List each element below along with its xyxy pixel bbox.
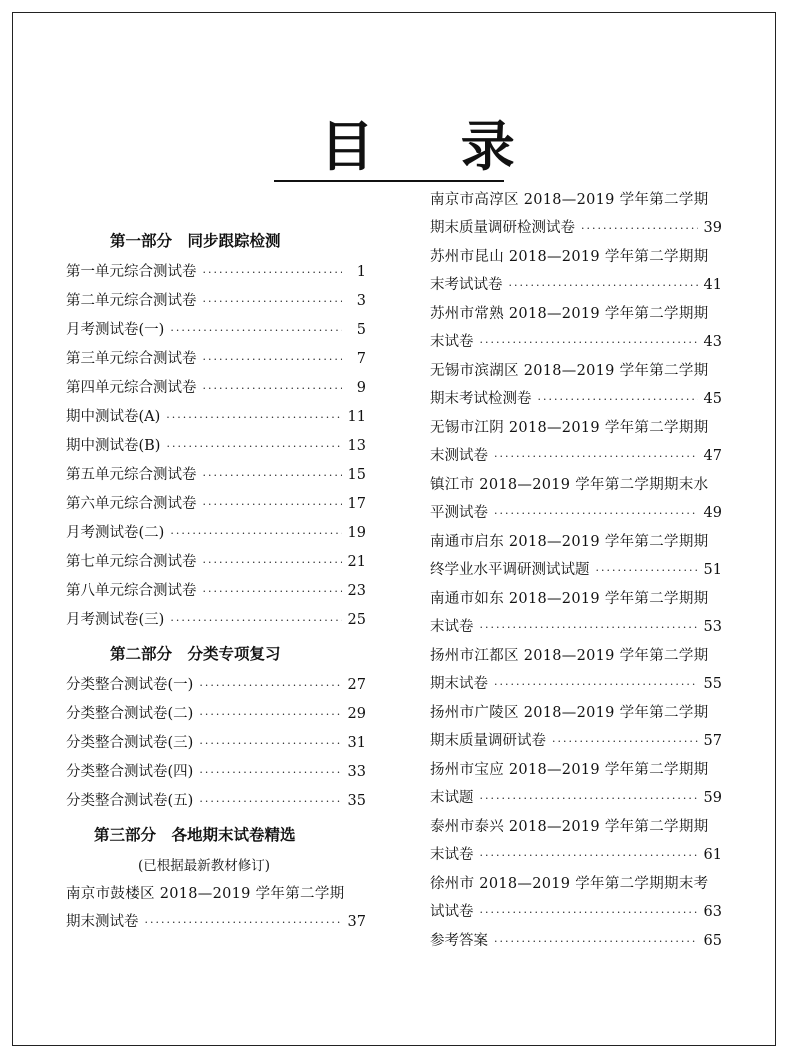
toc-entry[interactable] xyxy=(66,432,366,461)
toc-entry[interactable] xyxy=(430,585,722,642)
toc-entry-continuation[interactable] xyxy=(430,613,722,642)
dot-leader xyxy=(145,908,342,937)
toc-entry-page: 33 xyxy=(347,764,366,780)
toc-entry-label: 第四单元综合测试卷 xyxy=(66,380,197,396)
dot-leader xyxy=(199,787,341,816)
toc-entry-title: 苏州市常熟 2018—2019 学年第二学期期 xyxy=(430,306,709,322)
toc-entry-continuation[interactable] xyxy=(66,908,366,937)
toc-entry-title: 扬州市广陵区 2018—2019 学年第二学期 xyxy=(430,705,709,721)
toc-entry-label: 末试卷 xyxy=(430,334,474,350)
dot-leader xyxy=(203,577,342,606)
dot-leader xyxy=(170,606,341,635)
toc-entry-label: 第五单元综合测试卷 xyxy=(66,467,197,483)
dot-leader xyxy=(480,613,698,642)
toc-entry[interactable] xyxy=(66,880,366,937)
dot-leader xyxy=(494,927,698,956)
toc-entry-label: 第二单元综合测试卷 xyxy=(66,293,197,309)
toc-entry-label: 分类整合测试卷(二) xyxy=(66,706,194,722)
dot-leader xyxy=(203,490,342,519)
toc-entry-title: 南通市如东 2018—2019 学年第二学期期 xyxy=(430,591,709,607)
toc-entry[interactable] xyxy=(66,729,366,758)
toc-entry-title: 南京市高淳区 2018—2019 学年第二学期 xyxy=(430,192,709,208)
toc-entry-page: 59 xyxy=(703,790,722,806)
toc-entry-page: 57 xyxy=(703,733,722,749)
toc-entry-page: 3 xyxy=(356,293,366,309)
toc-entry-title: 南京市鼓楼区 2018—2019 学年第二学期 xyxy=(66,886,345,902)
toc-entry-page: 37 xyxy=(347,914,366,930)
toc-entry-title: 南通市启东 2018—2019 学年第二学期期 xyxy=(430,534,709,550)
toc-entry[interactable] xyxy=(430,642,722,699)
dot-leader xyxy=(199,758,341,787)
dot-leader xyxy=(480,898,698,927)
toc-entry-label: 末试题 xyxy=(430,790,474,806)
toc-entry-title: 苏州市昆山 2018—2019 学年第二学期期 xyxy=(430,249,709,265)
toc-entry[interactable] xyxy=(66,461,366,490)
toc-entry[interactable] xyxy=(66,787,366,816)
toc-entry-label: 第七单元综合测试卷 xyxy=(66,554,197,570)
toc-entry-continuation[interactable] xyxy=(430,841,722,870)
toc-entry[interactable] xyxy=(66,548,366,577)
toc-entry-label: 分类整合测试卷(四) xyxy=(66,764,194,780)
toc-entry-page: 1 xyxy=(356,264,366,280)
toc-entry-continuation[interactable] xyxy=(430,271,722,300)
toc-entry-label: 期末质量调研试卷 xyxy=(430,733,546,749)
toc-entry[interactable] xyxy=(430,357,722,414)
toc-entry-continuation[interactable] xyxy=(430,556,722,585)
dot-leader xyxy=(494,670,698,699)
dot-leader xyxy=(170,519,341,548)
toc-entry-page: 15 xyxy=(347,467,366,483)
toc-entry-page: 35 xyxy=(347,793,366,809)
toc-entry-continuation[interactable] xyxy=(430,214,722,243)
toc-entry-page: 63 xyxy=(703,904,722,920)
toc-entry-page: 41 xyxy=(703,277,722,293)
toc-entry-continuation[interactable] xyxy=(430,499,722,528)
toc-entry-label: 期末测试卷 xyxy=(66,914,139,930)
toc-entry-page: 49 xyxy=(703,505,722,521)
toc-entry-label: 末考试试卷 xyxy=(430,277,503,293)
toc-entry-page: 29 xyxy=(347,706,366,722)
toc-entry-title: 泰州市泰兴 2018—2019 学年第二学期期 xyxy=(430,819,709,835)
toc-entry-label: 月考测试卷(三) xyxy=(66,612,165,628)
dot-leader xyxy=(552,727,698,756)
part3-left-list xyxy=(66,880,366,937)
toc-entry[interactable] xyxy=(430,186,722,243)
toc-entry-continuation[interactable] xyxy=(430,328,722,357)
toc-entry[interactable] xyxy=(430,414,722,471)
toc-entry[interactable] xyxy=(430,471,722,528)
toc-entry[interactable] xyxy=(66,758,366,787)
dot-leader xyxy=(494,442,698,471)
dot-leader xyxy=(480,841,698,870)
toc-entry-page: 45 xyxy=(703,391,722,407)
toc-entry-label: 第六单元综合测试卷 xyxy=(66,496,197,512)
toc-entry-title: 徐州市 2018—2019 学年第二学期期末考 xyxy=(430,876,709,892)
dot-leader xyxy=(199,700,341,729)
toc-entry-page: 19 xyxy=(347,525,366,541)
dot-leader xyxy=(199,671,341,700)
toc-entry-page: 43 xyxy=(703,334,722,350)
part1-heading: 第一部分 同步跟踪检测 xyxy=(110,232,281,250)
toc-entry[interactable] xyxy=(430,756,722,813)
toc-entry-label: 期中测试卷(A) xyxy=(66,409,161,425)
dot-leader xyxy=(203,345,343,374)
toc-entry[interactable] xyxy=(430,300,722,357)
toc-entry-page: 47 xyxy=(703,448,722,464)
toc-entry[interactable] xyxy=(66,606,366,635)
toc-entry-title: 无锡市滨湖区 2018—2019 学年第二学期 xyxy=(430,363,709,379)
toc-entry-page: 65 xyxy=(703,933,722,949)
toc-left-column xyxy=(66,224,366,937)
dot-leader xyxy=(199,729,341,758)
toc-entry-page: 9 xyxy=(356,380,366,396)
toc-entry[interactable] xyxy=(66,258,366,287)
dot-leader xyxy=(480,784,698,813)
toc-entry[interactable] xyxy=(66,490,366,519)
dot-leader xyxy=(166,403,341,432)
part3-right-list xyxy=(430,186,722,927)
toc-entry-continuation[interactable] xyxy=(430,442,722,471)
toc-entry[interactable] xyxy=(430,528,722,585)
toc-entry-label: 第一单元综合测试卷 xyxy=(66,264,197,280)
toc-entry-page: 11 xyxy=(347,409,366,425)
toc-entry[interactable] xyxy=(66,671,366,700)
toc-entry-label: 分类整合测试卷(五) xyxy=(66,793,194,809)
toc-entry-page: 55 xyxy=(703,676,722,692)
toc-entry-page: 51 xyxy=(703,562,722,578)
part3-heading: 第三部分 各地期末试卷精选 xyxy=(94,826,296,844)
title-underline xyxy=(274,180,504,182)
toc-entry-label: 终学业水平调研测试试题 xyxy=(430,562,590,578)
part2-list xyxy=(66,671,366,816)
toc-entry-page: 17 xyxy=(347,496,366,512)
toc-entry-page: 27 xyxy=(347,677,366,693)
toc-entry[interactable] xyxy=(66,345,366,374)
toc-entry-answers[interactable] xyxy=(430,927,722,956)
toc-entry-page: 13 xyxy=(347,438,366,454)
toc-entry[interactable] xyxy=(430,243,722,300)
dot-leader xyxy=(538,385,698,414)
toc-entry[interactable] xyxy=(66,403,366,432)
toc-entry-label: 第八单元综合测试卷 xyxy=(66,583,197,599)
toc-entry-continuation[interactable] xyxy=(430,670,722,699)
toc-entry-label: 末试卷 xyxy=(430,847,474,863)
toc-entry[interactable] xyxy=(430,870,722,927)
dot-leader xyxy=(166,432,341,461)
dot-leader xyxy=(203,461,342,490)
toc-entry-continuation[interactable] xyxy=(430,898,722,927)
dot-leader xyxy=(170,316,342,345)
toc-entry-continuation[interactable] xyxy=(430,385,722,414)
toc-entry-label: 月考测试卷(一) xyxy=(66,322,165,338)
part1-list xyxy=(66,258,366,635)
toc-entry-label: 分类整合测试卷(一) xyxy=(66,677,194,693)
toc-entry-label: 末测试卷 xyxy=(430,448,488,464)
toc-entry-page: 61 xyxy=(703,847,722,863)
dot-leader xyxy=(203,374,343,403)
toc-entry[interactable] xyxy=(66,316,366,345)
page-title: 目 录 xyxy=(320,114,549,178)
dot-leader xyxy=(203,548,342,577)
toc-entry[interactable] xyxy=(430,813,722,870)
toc-entry-continuation[interactable] xyxy=(430,727,722,756)
toc-entry[interactable] xyxy=(66,287,366,316)
toc-entry-page: 23 xyxy=(347,583,366,599)
toc-entry-label: 月考测试卷(二) xyxy=(66,525,165,541)
toc-entry-title: 无锡市江阴 2018—2019 学年第二学期期 xyxy=(430,420,709,436)
dot-leader xyxy=(203,287,343,316)
toc-entry-label: 末试卷 xyxy=(430,619,474,635)
dot-leader xyxy=(480,328,698,357)
toc-entry-label: 期末试卷 xyxy=(430,676,488,692)
toc-entry-label: 分类整合测试卷(三) xyxy=(66,735,194,751)
toc-entry[interactable] xyxy=(66,374,366,403)
part2-heading: 第二部分 分类专项复习 xyxy=(110,645,281,663)
toc-entry-label: 第三单元综合测试卷 xyxy=(66,351,197,367)
dot-leader xyxy=(203,258,343,287)
dot-leader xyxy=(509,271,698,300)
toc-right-column xyxy=(430,186,722,956)
toc-entry-title: 扬州市江都区 2018—2019 学年第二学期 xyxy=(430,648,709,664)
dot-leader xyxy=(581,214,698,243)
toc-entry-page: 25 xyxy=(347,612,366,628)
toc-entry-label: 试试卷 xyxy=(430,904,474,920)
toc-entry-label: 期中测试卷(B) xyxy=(66,438,161,454)
toc-entry-page: 31 xyxy=(347,735,366,751)
toc-entry[interactable] xyxy=(430,699,722,756)
toc-entry-page: 53 xyxy=(703,619,722,635)
toc-entry-title: 扬州市宝应 2018—2019 学年第二学期期 xyxy=(430,762,709,778)
toc-entry-page: 5 xyxy=(356,322,366,338)
dot-leader xyxy=(596,556,698,585)
toc-entry-label: 参考答案 xyxy=(430,933,488,949)
toc-entry[interactable] xyxy=(66,700,366,729)
toc-entry-label: 期末考试检测卷 xyxy=(430,391,532,407)
part3-note: (已根据最新教材修订) xyxy=(138,858,271,874)
toc-entry-label: 期末质量调研检测试卷 xyxy=(430,220,575,236)
toc-entry[interactable] xyxy=(66,577,366,606)
toc-entry-page: 21 xyxy=(347,554,366,570)
dot-leader xyxy=(494,499,698,528)
toc-entry[interactable] xyxy=(66,519,366,548)
toc-entry-continuation[interactable] xyxy=(430,784,722,813)
toc-entry-page: 7 xyxy=(356,351,366,367)
toc-entry-label: 平测试卷 xyxy=(430,505,488,521)
toc-entry-page: 39 xyxy=(703,220,722,236)
toc-entry-title: 镇江市 2018—2019 学年第二学期期末水 xyxy=(430,477,709,493)
